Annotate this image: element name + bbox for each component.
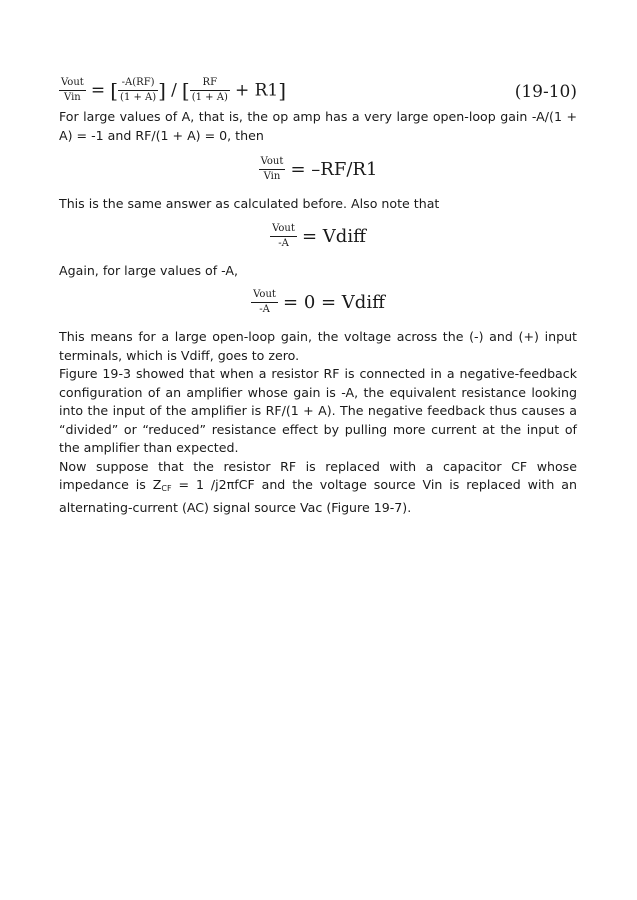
paragraph-capacitor <box>59 458 577 518</box>
eq3-fraction <box>270 222 297 251</box>
eq1-open-bracket-1: [ <box>110 78 119 103</box>
eq3-rhs: = Vdiff <box>302 225 366 247</box>
eq1-fraction-1-denominator: (1 + A) <box>120 92 157 103</box>
paragraph-open-loop: This means for a large open-loop gain, the voltage across the (-) and (+) input terminals, which is Vdiff, goes to zero. <box>59 329 577 363</box>
eq1-open-bracket-2: [ <box>181 78 190 103</box>
paragraph-figure-19-3: Figure 19-3 showed that when a resistor RF is connected in a negative-feedback configuration of an amplifier whose gain is -A, the equivalent resistance looking into the input of the amplifier is RF/(1 + A). The negative feedback thus causes a “divided” or “reduced” resistance effect by pulling more current at the input of the amplifier than expected. <box>59 366 577 455</box>
eq1-slash: / <box>171 80 177 101</box>
eq1-plus-r1: + R1 <box>234 80 279 101</box>
equation-number: (19-10) <box>514 82 577 102</box>
eq1-fraction-2-numerator: RF <box>190 76 230 91</box>
eq3-denominator: -A <box>278 237 289 249</box>
eq1-close-bracket-1: ] <box>158 78 166 103</box>
equation-vdiff <box>59 222 577 262</box>
eq1-fraction-2-denominator: (1 + A) <box>191 92 228 103</box>
document-page <box>59 76 577 517</box>
eq1-fraction-1-numerator: -A(RF) <box>118 76 158 91</box>
paragraph-same-answer: This is the same answer as calculated before. Also note that <box>59 196 440 211</box>
equation-19-10 <box>59 76 577 114</box>
eq4-rhs: = 0 = Vdiff <box>283 292 385 313</box>
eq1-close-bracket-2: ] <box>278 78 287 103</box>
eq4-denominator: -A <box>259 304 270 315</box>
eq1-fraction-2 <box>190 76 230 105</box>
eq4-fraction <box>251 288 278 317</box>
equation-vdiff-zero <box>59 288 577 328</box>
eq2-fraction <box>259 155 286 184</box>
eq1-fraction-1 <box>118 76 158 105</box>
paragraph-again: Again, for large values of -A, <box>59 262 239 278</box>
eq2-rhs: = –RF/R1 <box>290 159 378 180</box>
paragraph-capacitor-start: Now suppose that the resistor RF is replaced with a capacitor CF whose impedance is Z <box>59 458 577 492</box>
eq1-equals: = <box>90 80 106 101</box>
eq4-numerator: Vout <box>251 288 278 303</box>
eq1-lhs-fraction <box>59 76 86 105</box>
eq2-numerator: Vout <box>259 155 286 170</box>
eq1-lhs-numerator: Vout <box>59 76 86 91</box>
paragraph-large-values: For large values of A, that is, the op amp has a very large open-loop gain -A/(1 + A) = -1 and RF/(1 + A) = 0, then <box>59 109 577 143</box>
equation-gain-result <box>59 155 577 195</box>
paragraph-capacitor-end: = 1 /j2πfCF and the voltage source Vin is replaced with an alternating-current (AC) signal source Vac (Figure 19-7). <box>59 477 577 515</box>
eq3-numerator: Vout <box>270 222 297 237</box>
eq2-denominator: Vin <box>263 171 281 182</box>
eq1-lhs-denominator: Vin <box>64 92 81 103</box>
impedance-subscript: CF <box>161 484 172 493</box>
